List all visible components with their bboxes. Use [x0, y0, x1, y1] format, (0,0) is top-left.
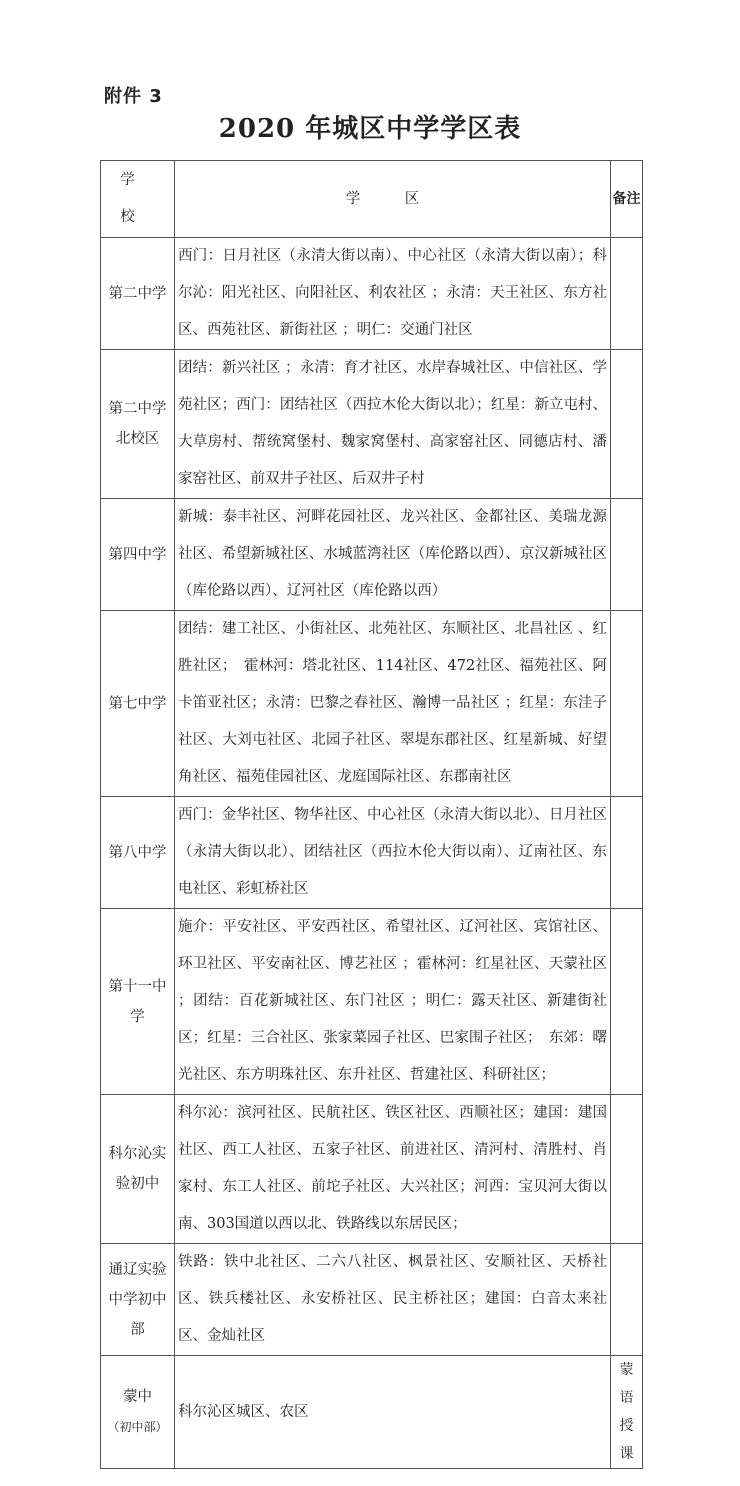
- table-row: [101, 1356, 643, 1469]
- table-row: [101, 909, 643, 1095]
- note-cell: 蒙语授课: [611, 1356, 643, 1469]
- district-text: 西门：金华社区、物华社区、中心社区（永清大街以北）、日月社区（永清大街以北）、团结社区（西拉木伦大街以南）、辽南社区、东电社区、彩虹桥社区: [175, 797, 611, 909]
- note-cell: [611, 350, 643, 499]
- table-header-row: [101, 161, 643, 238]
- district-text: 西门：日月社区（永清大街以南）、中心社区（永清大街以南）；科尔沁：阳光社区、向阳社区、利农社区 ；永清：天王社区、东方社区、西苑社区、新街社区 ；明仁：交通门社区: [175, 238, 611, 350]
- note-cell: [611, 1095, 643, 1244]
- district-text: 科尔沁：滨河社区、民航社区、铁区社区、西顺社区；建国：建国社区、西工人社区、五家子社区、前进社区、清河村、清胜村、肖家村、东工人社区、前坨子社区、大兴社区；河西：宝贝河大街以南、303国道以西以北、铁路线以东居民区；: [175, 1095, 611, 1244]
- school-name-main: 蒙中: [123, 1389, 152, 1405]
- school-name: 第二中学: [101, 238, 175, 350]
- table-row: [101, 797, 643, 909]
- district-text: 施介：平安社区、平安西社区、希望社区、辽河社区、宾馆社区、环卫社区、平安南社区、博艺社区 ；霍林河：红星社区、天蒙社区 ；团结：百花新城社区、东门社区 ；明仁：露天社区、新建街社区；红星：三合社区、张家菜园子社区、巴家围子社区； 东郊：曙光社区、东方明珠社区、东升社区、哲建社区、科研社区；: [175, 909, 611, 1095]
- table-row: [101, 350, 643, 499]
- table-row: [101, 238, 643, 350]
- page-title: 2020 年城区中学学区表: [218, 114, 522, 144]
- school-name: 通辽实验中学初中部: [101, 1244, 175, 1356]
- note-cell: [611, 1244, 643, 1356]
- note-cell: [611, 238, 643, 350]
- attachment-label: 附件 3: [104, 86, 163, 107]
- school-name: 第四中学: [101, 499, 175, 611]
- school-name-sub: （初中部）: [107, 1420, 168, 1434]
- note-cell: [611, 909, 643, 1095]
- school-district-table: [100, 160, 643, 1469]
- table-row: [101, 1244, 643, 1356]
- district-text: 团结：新兴社区 ；永清：育才社区、水岸春城社区、中信社区、学苑社区；西门：团结社区（西拉木伦大街以北）；红星：新立屯村、大草房村、帮统窝堡村、魏家窝堡村、高家窑社区、同德店村、潘家窑社区、前双井子社区、后双井子村: [175, 350, 611, 499]
- table-row: [101, 1095, 643, 1244]
- school-name: [101, 1356, 175, 1469]
- header-note: 备注: [611, 161, 643, 238]
- school-name: 第十一中学: [101, 909, 175, 1095]
- note-cell: [611, 797, 643, 909]
- school-name: 第七中学: [101, 611, 175, 797]
- district-text: 新城：泰丰社区、河畔花园社区、龙兴社区、金都社区、美瑞龙源社区、希望新城社区、水城蓝湾社区（库伦路以西）、京汉新城社区（库伦路以西）、辽河社区（库伦路以西）: [175, 499, 611, 611]
- table-row: [101, 611, 643, 797]
- school-name: 科尔沁实验初中: [101, 1095, 175, 1244]
- school-name: 第二中学北校区: [101, 350, 175, 499]
- header-district: 学 区: [175, 161, 611, 238]
- district-text: 科尔沁区城区、农区: [175, 1356, 611, 1469]
- district-text: 铁路：铁中北社区、二六八社区、枫景社区、安顺社区、天桥社区、铁兵楼社区、永安桥社区、民主桥社区；建国：白音太来社区、金灿社区: [175, 1244, 611, 1356]
- table-row: [101, 499, 643, 611]
- header-school: 学 校: [101, 161, 175, 238]
- note-cell: [611, 611, 643, 797]
- note-cell: [611, 499, 643, 611]
- school-name: 第八中学: [101, 797, 175, 909]
- district-text: 团结：建工社区、小街社区、北苑社区、东顺社区、北昌社区 、红胜社区； 霍林河：塔北社区、114社区、472社区、福苑社区、阿卡笛亚社区；永清：巴黎之春社区、瀚博一品社区 ；红星：东洼子社区、大刘屯社区、北园子社区、翠堤东郡社区、红星新城、好望角社区、福苑佳园社区、龙庭国际社区、东郡南社区: [175, 611, 611, 797]
